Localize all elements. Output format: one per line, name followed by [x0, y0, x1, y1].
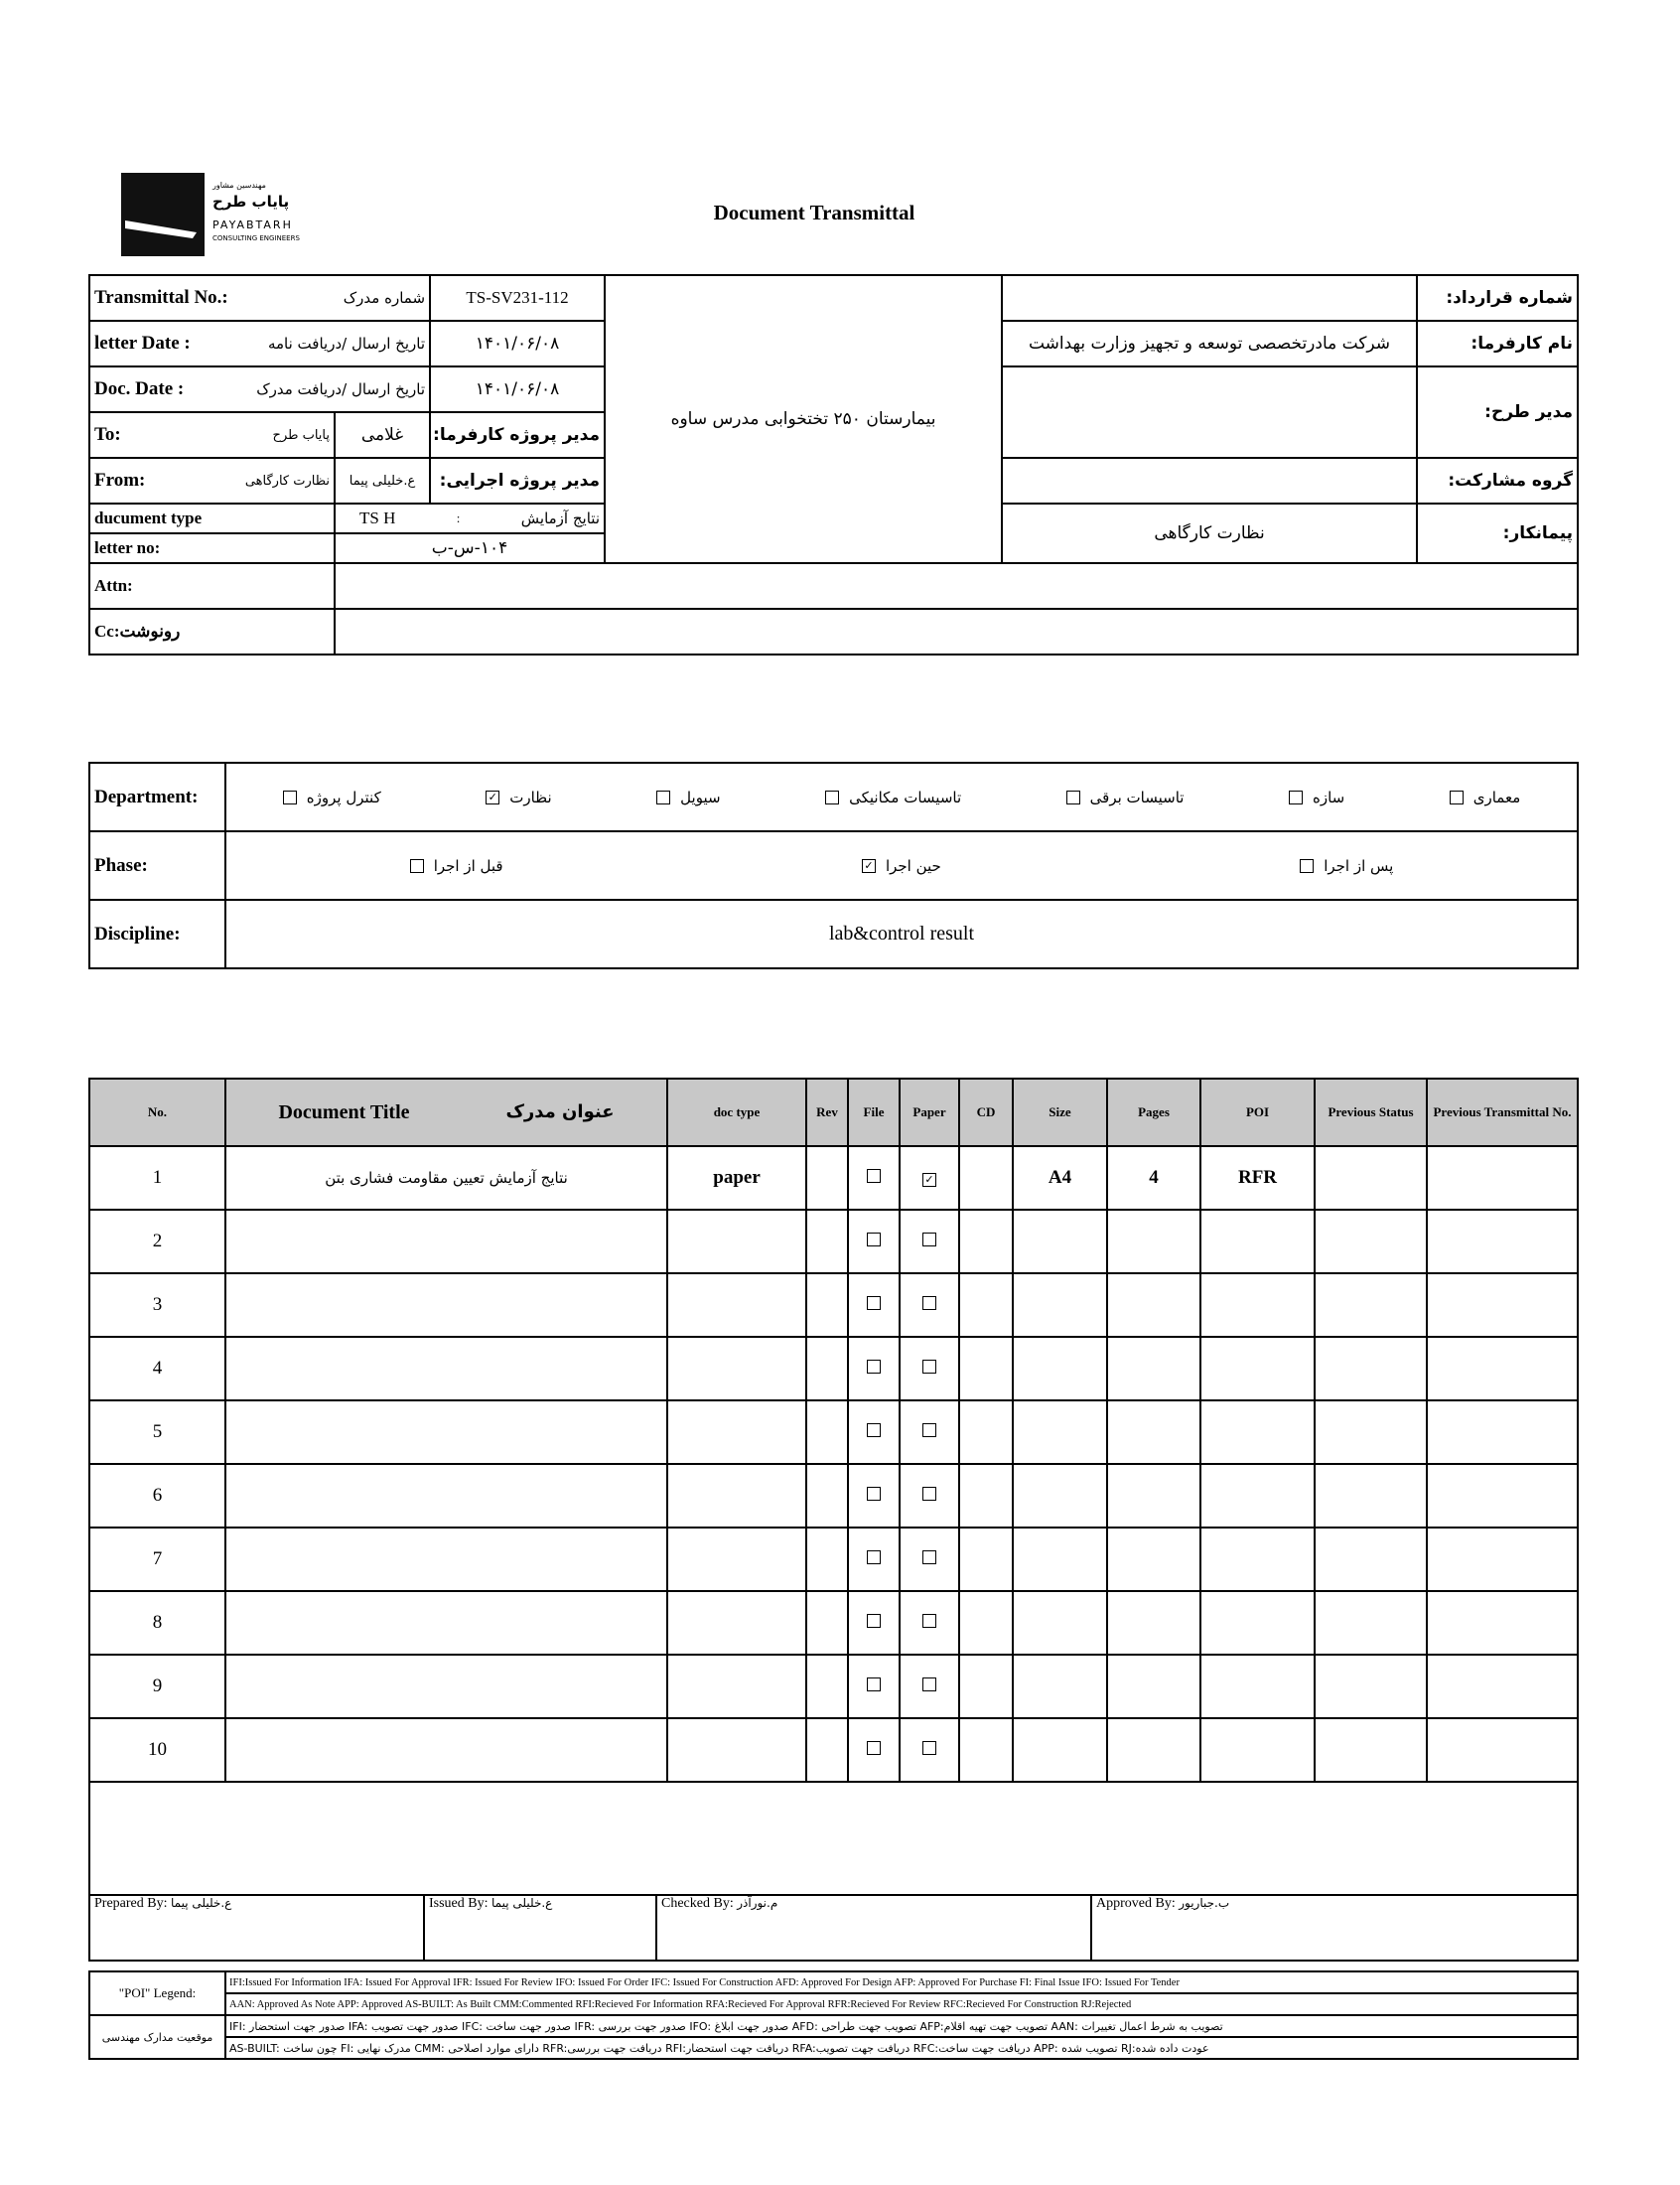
cell-size — [1013, 1337, 1107, 1400]
employer-value: شرکت مادرتخصصی توسعه و تجهیز وزارت بهداشت — [1002, 321, 1417, 366]
phase-option-label: حین اجرا — [885, 856, 941, 875]
cell-title — [225, 1400, 667, 1464]
legend-line2: AAN: Approved As Note APP: Approved AS-BUILT: As Built CMM:Commented RFI:Recieved For Information RFA:Recieved For Approval RFR:Recieved For Review RFC:Recieved For Construction RJ:Rejected — [225, 1993, 1578, 2015]
legend-fa-label: موقعیت مدارک مهندسی — [89, 2015, 225, 2059]
cell-prev-status — [1315, 1210, 1427, 1273]
table-row — [89, 1146, 1578, 1210]
cell-rev — [806, 1464, 848, 1528]
col-prev-status: Previous Status — [1315, 1079, 1427, 1146]
cell-poi — [1200, 1591, 1315, 1655]
cell-rev — [806, 1528, 848, 1591]
phase-option[interactable] — [410, 857, 503, 875]
letter-no-value: ۱۰۴-س-ب — [335, 533, 605, 563]
department-option[interactable] — [1066, 789, 1185, 806]
cell-doc-type — [667, 1210, 806, 1273]
department-option-label: سیویل — [680, 788, 721, 806]
cell-prev-status — [1315, 1655, 1427, 1718]
col-paper: Paper — [900, 1079, 959, 1146]
department-checkbox[interactable] — [1289, 791, 1303, 804]
cell-title — [225, 1464, 667, 1528]
cell-doc-type — [667, 1591, 806, 1655]
partner-label: گروه مشارکت: — [1417, 458, 1578, 504]
cell-prev-transmittal — [1427, 1210, 1578, 1273]
cell-cd — [959, 1655, 1013, 1718]
cc-value — [335, 609, 1578, 655]
phase-option-label: پس از اجرا — [1324, 856, 1394, 875]
cell-paper — [900, 1718, 959, 1782]
cell-title: نتایج آزمایش تعیین مقاومت فشاری بتن — [225, 1146, 667, 1210]
cell-paper — [900, 1210, 959, 1273]
cell-paper — [900, 1337, 959, 1400]
cell-pages — [1107, 1655, 1200, 1718]
cell-paper — [900, 1655, 959, 1718]
letter-date-label: letter Date : — [94, 333, 191, 354]
cell-file — [848, 1528, 900, 1591]
footer-table — [88, 1781, 1579, 1962]
cell-cd — [959, 1210, 1013, 1273]
cell-prev-transmittal — [1427, 1273, 1578, 1337]
page-title: Document Transmittal — [713, 201, 915, 224]
file-checkbox[interactable] — [867, 1233, 881, 1246]
contractor-label: پیمانکار: — [1417, 504, 1578, 563]
cell-rev — [806, 1337, 848, 1400]
cell-poi: RFR — [1200, 1146, 1315, 1210]
file-checkbox[interactable] — [867, 1614, 881, 1628]
paper-checkbox[interactable] — [922, 1487, 936, 1501]
department-checkbox[interactable] — [656, 791, 670, 804]
transmittal-no-label: Transmittal No.: — [94, 287, 228, 308]
department-option[interactable] — [656, 789, 720, 806]
notes-area — [89, 1782, 1578, 1895]
cell-prev-status — [1315, 1400, 1427, 1464]
cell-file — [848, 1655, 900, 1718]
from-label: From: — [94, 470, 146, 491]
approved-by-value: ب.جباریور — [1179, 1896, 1230, 1910]
letter-no-label: letter no: — [89, 533, 335, 563]
cell-paper — [900, 1273, 959, 1337]
col-doc-type: doc type — [667, 1079, 806, 1146]
cell-prev-status — [1315, 1273, 1427, 1337]
cell-poi — [1200, 1464, 1315, 1528]
cell-prev-status — [1315, 1464, 1427, 1528]
department-checkbox[interactable] — [283, 791, 297, 804]
cell-doc-type — [667, 1337, 806, 1400]
cell-pages: 4 — [1107, 1146, 1200, 1210]
phase-checkbox[interactable] — [410, 859, 424, 873]
department-option-label: معماری — [1472, 788, 1521, 806]
cell-cd — [959, 1718, 1013, 1782]
transmittal-no-fa: شماره مدرک — [343, 289, 426, 307]
cell-prev-transmittal — [1427, 1718, 1578, 1782]
cell-pages — [1107, 1337, 1200, 1400]
department-option-label: سازه — [1312, 788, 1345, 806]
cell-rev — [806, 1400, 848, 1464]
cell-file — [848, 1464, 900, 1528]
cell-prev-transmittal — [1427, 1337, 1578, 1400]
cell-size — [1013, 1655, 1107, 1718]
department-options — [230, 789, 1573, 806]
cell-no: 5 — [89, 1400, 225, 1464]
paper-checkbox[interactable] — [922, 1233, 936, 1246]
cell-title — [225, 1210, 667, 1273]
table-row — [89, 1528, 1578, 1591]
manager-value — [1002, 366, 1417, 458]
cell-no: 10 — [89, 1718, 225, 1782]
logo-line1: مهندسین مشاور — [212, 181, 266, 190]
legend-line3: IFI: صدور جهت استحضار IFA: صدور جهت تصویب IFC: صدور جهت ساخت IFR: صدور جهت بررسی IFO: صدور جهت ابلاغ AFD: تصویب جهت طراحی AFP:تصویب جهت تهیه اقلام AAN: تصویب به شرط اعمال تغییرات — [225, 2015, 1578, 2037]
cell-file — [848, 1718, 900, 1782]
contractor-value: نظارت کارگاهی — [1002, 504, 1417, 563]
cell-prev-transmittal — [1427, 1528, 1578, 1591]
cell-poi — [1200, 1210, 1315, 1273]
cell-prev-transmittal — [1427, 1146, 1578, 1210]
cell-file — [848, 1337, 900, 1400]
logo-line4: CONSULTING ENGINEERS — [212, 234, 300, 242]
cell-title — [225, 1591, 667, 1655]
cell-size — [1013, 1273, 1107, 1337]
department-option[interactable] — [1450, 789, 1521, 806]
from-role: مدیر پروژه اجرایی: — [430, 458, 605, 504]
col-rev: Rev — [806, 1079, 848, 1146]
phase-checkbox[interactable] — [1300, 859, 1314, 873]
documents-table — [88, 1078, 1579, 1783]
department-checkbox[interactable] — [1066, 791, 1080, 804]
attn-label: Attn: — [89, 563, 335, 609]
company-logo — [121, 173, 340, 256]
logo-line3: PAYABTARH — [212, 218, 293, 231]
cell-paper — [900, 1400, 959, 1464]
cell-size — [1013, 1718, 1107, 1782]
col-title — [225, 1079, 667, 1146]
table-row — [89, 1591, 1578, 1655]
cell-prev-status — [1315, 1718, 1427, 1782]
cell-doc-type — [667, 1718, 806, 1782]
cell-rev — [806, 1591, 848, 1655]
prepared-by-cell — [89, 1895, 424, 1961]
doctype-fa: نتایج آزمایش — [520, 510, 600, 527]
phase-options — [230, 857, 1573, 875]
approved-by-label: Approved By: — [1096, 1896, 1176, 1911]
file-checkbox[interactable] — [867, 1360, 881, 1374]
transmittal-no-cell — [89, 275, 430, 321]
cell-paper — [900, 1146, 959, 1210]
to-label: To: — [94, 424, 121, 445]
col-title-fa: عنوان مدرک — [505, 1101, 615, 1123]
cell-pages — [1107, 1273, 1200, 1337]
issued-by-value: ع.خلیلی پیما — [491, 1896, 553, 1910]
contract-value — [1002, 275, 1417, 321]
cell-poi — [1200, 1400, 1315, 1464]
approved-by-cell — [1091, 1895, 1578, 1961]
cell-poi — [1200, 1337, 1315, 1400]
doc-date-fa: تاریخ ارسال /دریافت مدرک — [256, 380, 426, 398]
legend-table — [88, 1970, 1579, 2060]
cell-poi — [1200, 1273, 1315, 1337]
cell-cd — [959, 1528, 1013, 1591]
paper-checkbox[interactable]: ✓ — [922, 1173, 936, 1187]
cell-no: 3 — [89, 1273, 225, 1337]
doctype-sep: : — [456, 510, 461, 525]
col-poi: POI — [1200, 1079, 1315, 1146]
phase-option-label: قبل از اجرا — [433, 856, 503, 875]
file-checkbox[interactable] — [867, 1169, 881, 1183]
department-option[interactable] — [825, 789, 961, 806]
cell-size — [1013, 1528, 1107, 1591]
cell-title — [225, 1337, 667, 1400]
cell-cd — [959, 1591, 1013, 1655]
department-option-label: کنترل پروژه — [306, 788, 381, 806]
table-row — [89, 1718, 1578, 1782]
cell-title — [225, 1718, 667, 1782]
to-person: غلامی — [335, 412, 430, 458]
cell-cd — [959, 1146, 1013, 1210]
cell-no: 2 — [89, 1210, 225, 1273]
cell-no: 8 — [89, 1591, 225, 1655]
cell-no: 7 — [89, 1528, 225, 1591]
cell-no: 6 — [89, 1464, 225, 1528]
phase-option[interactable] — [1300, 857, 1393, 875]
table-row — [89, 1400, 1578, 1464]
cell-prev-status — [1315, 1591, 1427, 1655]
department-option[interactable] — [486, 789, 551, 806]
col-no: No. — [89, 1079, 225, 1146]
discipline-label: Discipline: — [89, 900, 225, 968]
doc-date-value: ۱۴۰۱/۰۶/۰۸ — [430, 366, 605, 412]
letter-date-fa: تاریخ ارسال /دریافت نامه — [267, 335, 426, 353]
cc-label: Cc:رونوشت — [89, 609, 335, 655]
col-file: File — [848, 1079, 900, 1146]
prepared-by-value: ع.خلیلی پیما — [170, 1896, 232, 1910]
cell-poi — [1200, 1655, 1315, 1718]
paper-checkbox[interactable] — [922, 1360, 936, 1374]
department-checkbox[interactable] — [1450, 791, 1464, 804]
cell-cd — [959, 1337, 1013, 1400]
cell-size — [1013, 1400, 1107, 1464]
table-row — [89, 1273, 1578, 1337]
letter-date-value: ۱۴۰۱/۰۶/۰۸ — [430, 321, 605, 366]
cell-doc-type — [667, 1464, 806, 1528]
paper-checkbox[interactable] — [922, 1741, 936, 1755]
phase-option[interactable] — [862, 857, 941, 875]
to-org: پایاب طرح — [272, 427, 330, 443]
cell-pages — [1107, 1718, 1200, 1782]
cell-doc-type: paper — [667, 1146, 806, 1210]
file-checkbox[interactable] — [867, 1677, 881, 1691]
cell-title — [225, 1273, 667, 1337]
header-table — [88, 274, 1579, 656]
cell-cd — [959, 1464, 1013, 1528]
transmittal-no-value: TS-SV231-112 — [430, 275, 605, 321]
cell-pages — [1107, 1400, 1200, 1464]
cell-no: 1 — [89, 1146, 225, 1210]
doc-date-label: Doc. Date : — [94, 378, 185, 399]
contract-label: شماره قرارداد: — [1417, 275, 1578, 321]
cell-rev — [806, 1146, 848, 1210]
cell-poi — [1200, 1528, 1315, 1591]
department-label: Department: — [89, 763, 225, 831]
file-checkbox[interactable] — [867, 1423, 881, 1437]
cell-title — [225, 1655, 667, 1718]
file-checkbox[interactable] — [867, 1741, 881, 1755]
from-person: ع.خلیلی پیما — [335, 458, 430, 504]
cell-no: 4 — [89, 1337, 225, 1400]
cell-size — [1013, 1591, 1107, 1655]
cell-doc-type — [667, 1655, 806, 1718]
paper-checkbox[interactable] — [922, 1550, 936, 1564]
file-checkbox[interactable] — [867, 1296, 881, 1310]
cell-poi — [1200, 1718, 1315, 1782]
department-checkbox[interactable]: ✓ — [486, 791, 499, 804]
doctype-code: TS H — [359, 509, 396, 527]
file-checkbox[interactable] — [867, 1550, 881, 1564]
cell-rev — [806, 1655, 848, 1718]
cell-cd — [959, 1400, 1013, 1464]
col-title-en: Document Title — [278, 1101, 410, 1123]
department-option-label: تاسیسات برقی — [1089, 788, 1185, 806]
cell-paper — [900, 1591, 959, 1655]
department-option-label: نظارت — [509, 788, 552, 806]
cell-file — [848, 1210, 900, 1273]
checked-by-value: م.نورآذر — [737, 1896, 778, 1910]
cell-size — [1013, 1464, 1107, 1528]
from-org: نظارت کارگاهی — [244, 473, 330, 489]
cell-rev — [806, 1718, 848, 1782]
to-role: مدیر پروژه کارفرما: — [430, 412, 605, 458]
col-size: Size — [1013, 1079, 1107, 1146]
attn-value — [335, 563, 1578, 609]
table-row — [89, 1464, 1578, 1528]
cell-file — [848, 1591, 900, 1655]
table-row — [89, 1337, 1578, 1400]
cell-file — [848, 1146, 900, 1210]
cell-prev-transmittal — [1427, 1464, 1578, 1528]
table-row — [89, 1655, 1578, 1718]
department-checkbox[interactable] — [825, 791, 839, 804]
cell-cd — [959, 1273, 1013, 1337]
cell-pages — [1107, 1528, 1200, 1591]
cell-pages — [1107, 1464, 1200, 1528]
paper-checkbox[interactable] — [922, 1296, 936, 1310]
logo-line2: پایاب طرح — [212, 193, 290, 211]
department-option-label: تاسیسات مکانیکی — [849, 788, 962, 806]
issued-by-label: Issued By: — [429, 1896, 489, 1911]
checked-by-label: Checked By: — [661, 1896, 734, 1911]
cell-size: A4 — [1013, 1146, 1107, 1210]
issued-by-cell — [424, 1895, 656, 1961]
legend-line4: AS-BUILT: چون ساخت FI: مدرک نهایی CMM: دارای موارد اصلاحی RFR:دریافت جهت بررسی RFI:دریافت جهت استحضار RFA:دریافت جهت تصویب RFC:دریافت جهت ساخت APP: تصویب شده RJ:عودت داده شده — [225, 2037, 1578, 2059]
cell-pages — [1107, 1591, 1200, 1655]
cell-size — [1013, 1210, 1107, 1273]
cell-prev-status — [1315, 1146, 1427, 1210]
cell-no: 9 — [89, 1655, 225, 1718]
table-row — [89, 1210, 1578, 1273]
paper-checkbox[interactable] — [922, 1677, 936, 1691]
cell-prev-transmittal — [1427, 1400, 1578, 1464]
cell-prev-status — [1315, 1528, 1427, 1591]
discipline-value: lab&control result — [225, 900, 1578, 968]
partner-value — [1002, 458, 1417, 504]
col-prev-transmittal: Previous Transmittal No. — [1427, 1079, 1578, 1146]
cell-paper — [900, 1528, 959, 1591]
cell-doc-type — [667, 1400, 806, 1464]
poi-legend-label: "POI" Legend: — [89, 1971, 225, 2015]
cell-file — [848, 1273, 900, 1337]
col-cd: CD — [959, 1079, 1013, 1146]
manager-label: مدیر طرح: — [1417, 366, 1578, 458]
project-name: بیمارستان ۲۵۰ تختخوابی مدرس ساوه — [605, 275, 1002, 563]
checked-by-cell — [656, 1895, 1091, 1961]
cell-title — [225, 1528, 667, 1591]
col-pages: Pages — [1107, 1079, 1200, 1146]
prepared-by-label: Prepared By: — [94, 1896, 168, 1911]
file-checkbox[interactable] — [867, 1487, 881, 1501]
cell-rev — [806, 1210, 848, 1273]
cell-rev — [806, 1273, 848, 1337]
cell-file — [848, 1400, 900, 1464]
paper-checkbox[interactable] — [922, 1423, 936, 1437]
cell-paper — [900, 1464, 959, 1528]
phase-checkbox[interactable]: ✓ — [862, 859, 876, 873]
cell-prev-transmittal — [1427, 1655, 1578, 1718]
cell-doc-type — [667, 1528, 806, 1591]
employer-label: نام کارفرما: — [1417, 321, 1578, 366]
phase-label: Phase: — [89, 831, 225, 900]
department-table — [88, 762, 1579, 969]
doctype-label: ducument type — [89, 504, 335, 533]
legend-line1: IFI:Issued For Information IFA: Issued For Approval IFR: Issued For Review IFO: Issued For Order IFC: Issued For Construction AFD: Approved For Design AFP: Approved For Purchase FI: Final Issue IFO: Issued For Tender — [225, 1971, 1578, 1993]
cell-doc-type — [667, 1273, 806, 1337]
department-option[interactable] — [1289, 789, 1344, 806]
cell-pages — [1107, 1210, 1200, 1273]
paper-checkbox[interactable] — [922, 1614, 936, 1628]
department-option[interactable] — [283, 789, 381, 806]
cell-prev-status — [1315, 1337, 1427, 1400]
cell-prev-transmittal — [1427, 1591, 1578, 1655]
